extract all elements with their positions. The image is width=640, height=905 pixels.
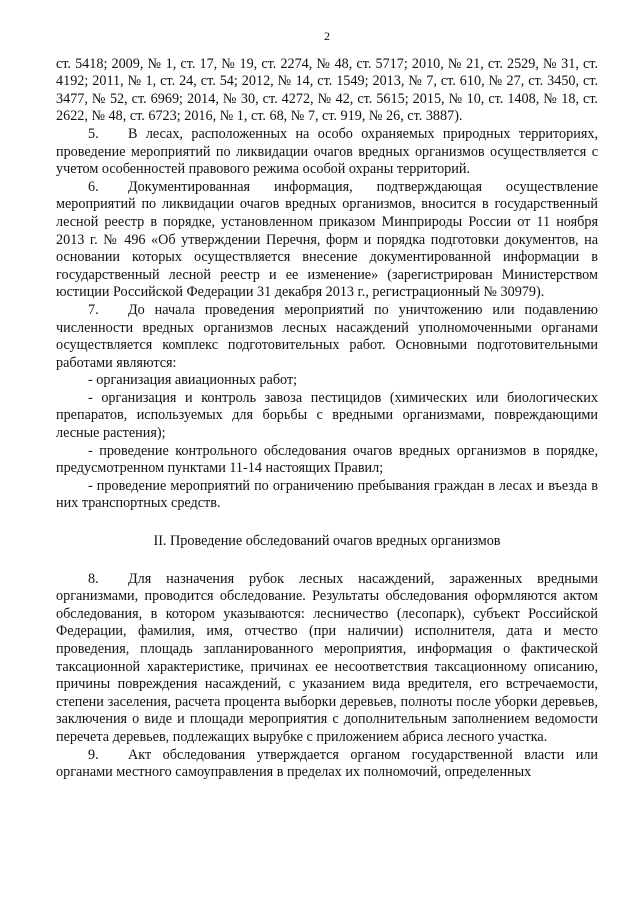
paragraph-9-text: Акт обследования утверждается органом государственной власти или органами местного самоуправления в пределах их полномочий, определенных [56, 746, 598, 781]
paragraph-7-number: 7. [88, 301, 99, 318]
paragraph-5-text: В лесах, расположенных на особо охраняемых природных территориях, проведение мероприятий по ликвидации очагов вредных организмов осуществляется с учетом особенностей правового режима особой охраны территорий. [56, 125, 598, 178]
paragraph-7 [56, 302, 598, 372]
paragraph-6-number: 6. [88, 178, 99, 195]
section-heading: II. Проведение обследований очагов вредных организмов [153, 533, 501, 550]
paragraph-6-text: Документированная информация, подтверждающая осуществление мероприятий по ликвидации очагов вредных организмов, вносится в государственный лесной реестр в порядке, установленном приказом Минприроды России от 11 ноября 2013 г. № 496 «Об утверждении Перечня, форм и порядка подготовки документов, на основании которых осуществляется внесение документированной информации в государственный лесной реестр и ее изменение» (зарегистрирован Министерством юстиции Российской Федерации 31 декабря 2013 г., регистрационный № 30979). [56, 178, 598, 301]
list-item: - организация и контроль завоза пестицидов (химических или биологических препаратов, используемых для борьбы с вредными организмами, повреждающими лесные растения); [56, 389, 598, 442]
paragraph-8-text: Для назначения рубок лесных насаждений, зараженных вредными организмами, проводится обследование. Результаты обследования оформляются актом обследования, в котором указываются: лесничество (лесопарк), субъект Российской Федерации, фамилия, имя, отчество (при наличии) исполнителя, дата и место проведения, площадь запланированного мероприятия, информация о фактической таксационной характеристике, причинах ее несоответствия таксационному описанию, причины повреждения насаждений, с указанием вида вредителя, его встречаемости, степени заселения, расчета процента выборки деревьев, полноты после уборки деревьев, заключения о виде и площади мероприятия с дополнительным заполнением ведомости перечета деревьев, подлежащих вырубке с приложением абриса лесного участка. [56, 570, 598, 745]
list-item: - проведение мероприятий по ограничению пребывания граждан в лесах и въезда в них транспортных средств. [56, 477, 598, 512]
intro-citations: ст. 5418; 2009, № 1, ст. 17, № 19, ст. 2274, № 48, ст. 5717; 2010, № 21, ст. 2529, № 31, ст. 4192; 2011, № 1, ст. 24, ст. 54; 2012, № 14, ст. 1549; 2013, № 7, ст. 610, № 27, ст. 3450, ст. 3477, № 52, ст. 6969; 2014, № 30, ст. 4272, № 42, ст. 5615; 2015, № 10, ст. 1408, № 18, ст. 2622, № 48, ст. 6723; 2016, № 1, ст. 68, № 7, ст. 919, № 26, ст. 3887). [56, 55, 598, 125]
list-item: - проведение контрольного обследования очагов вредных организмов в порядке, предусмотренном пунктами 11-14 настоящих Правил; [56, 442, 598, 477]
paragraph-7-text: До начала проведения мероприятий по уничтожению или подавлению численности вредных организмов лесных насаждений уполномоченными органами осуществляется комплекс подготовительных работ. Основными подготовительными работами являются: [56, 301, 598, 371]
page-number: 2 [324, 29, 330, 43]
paragraph-9-number: 9. [88, 746, 99, 763]
paragraph-5-number: 5. [88, 125, 99, 142]
paragraph-5 [56, 126, 598, 179]
paragraph-6 [56, 179, 598, 302]
paragraph-9 [56, 747, 598, 782]
list-item: - организация авиационных работ; [88, 372, 298, 389]
paragraph-8 [56, 571, 598, 747]
paragraph-8-number: 8. [88, 570, 99, 587]
